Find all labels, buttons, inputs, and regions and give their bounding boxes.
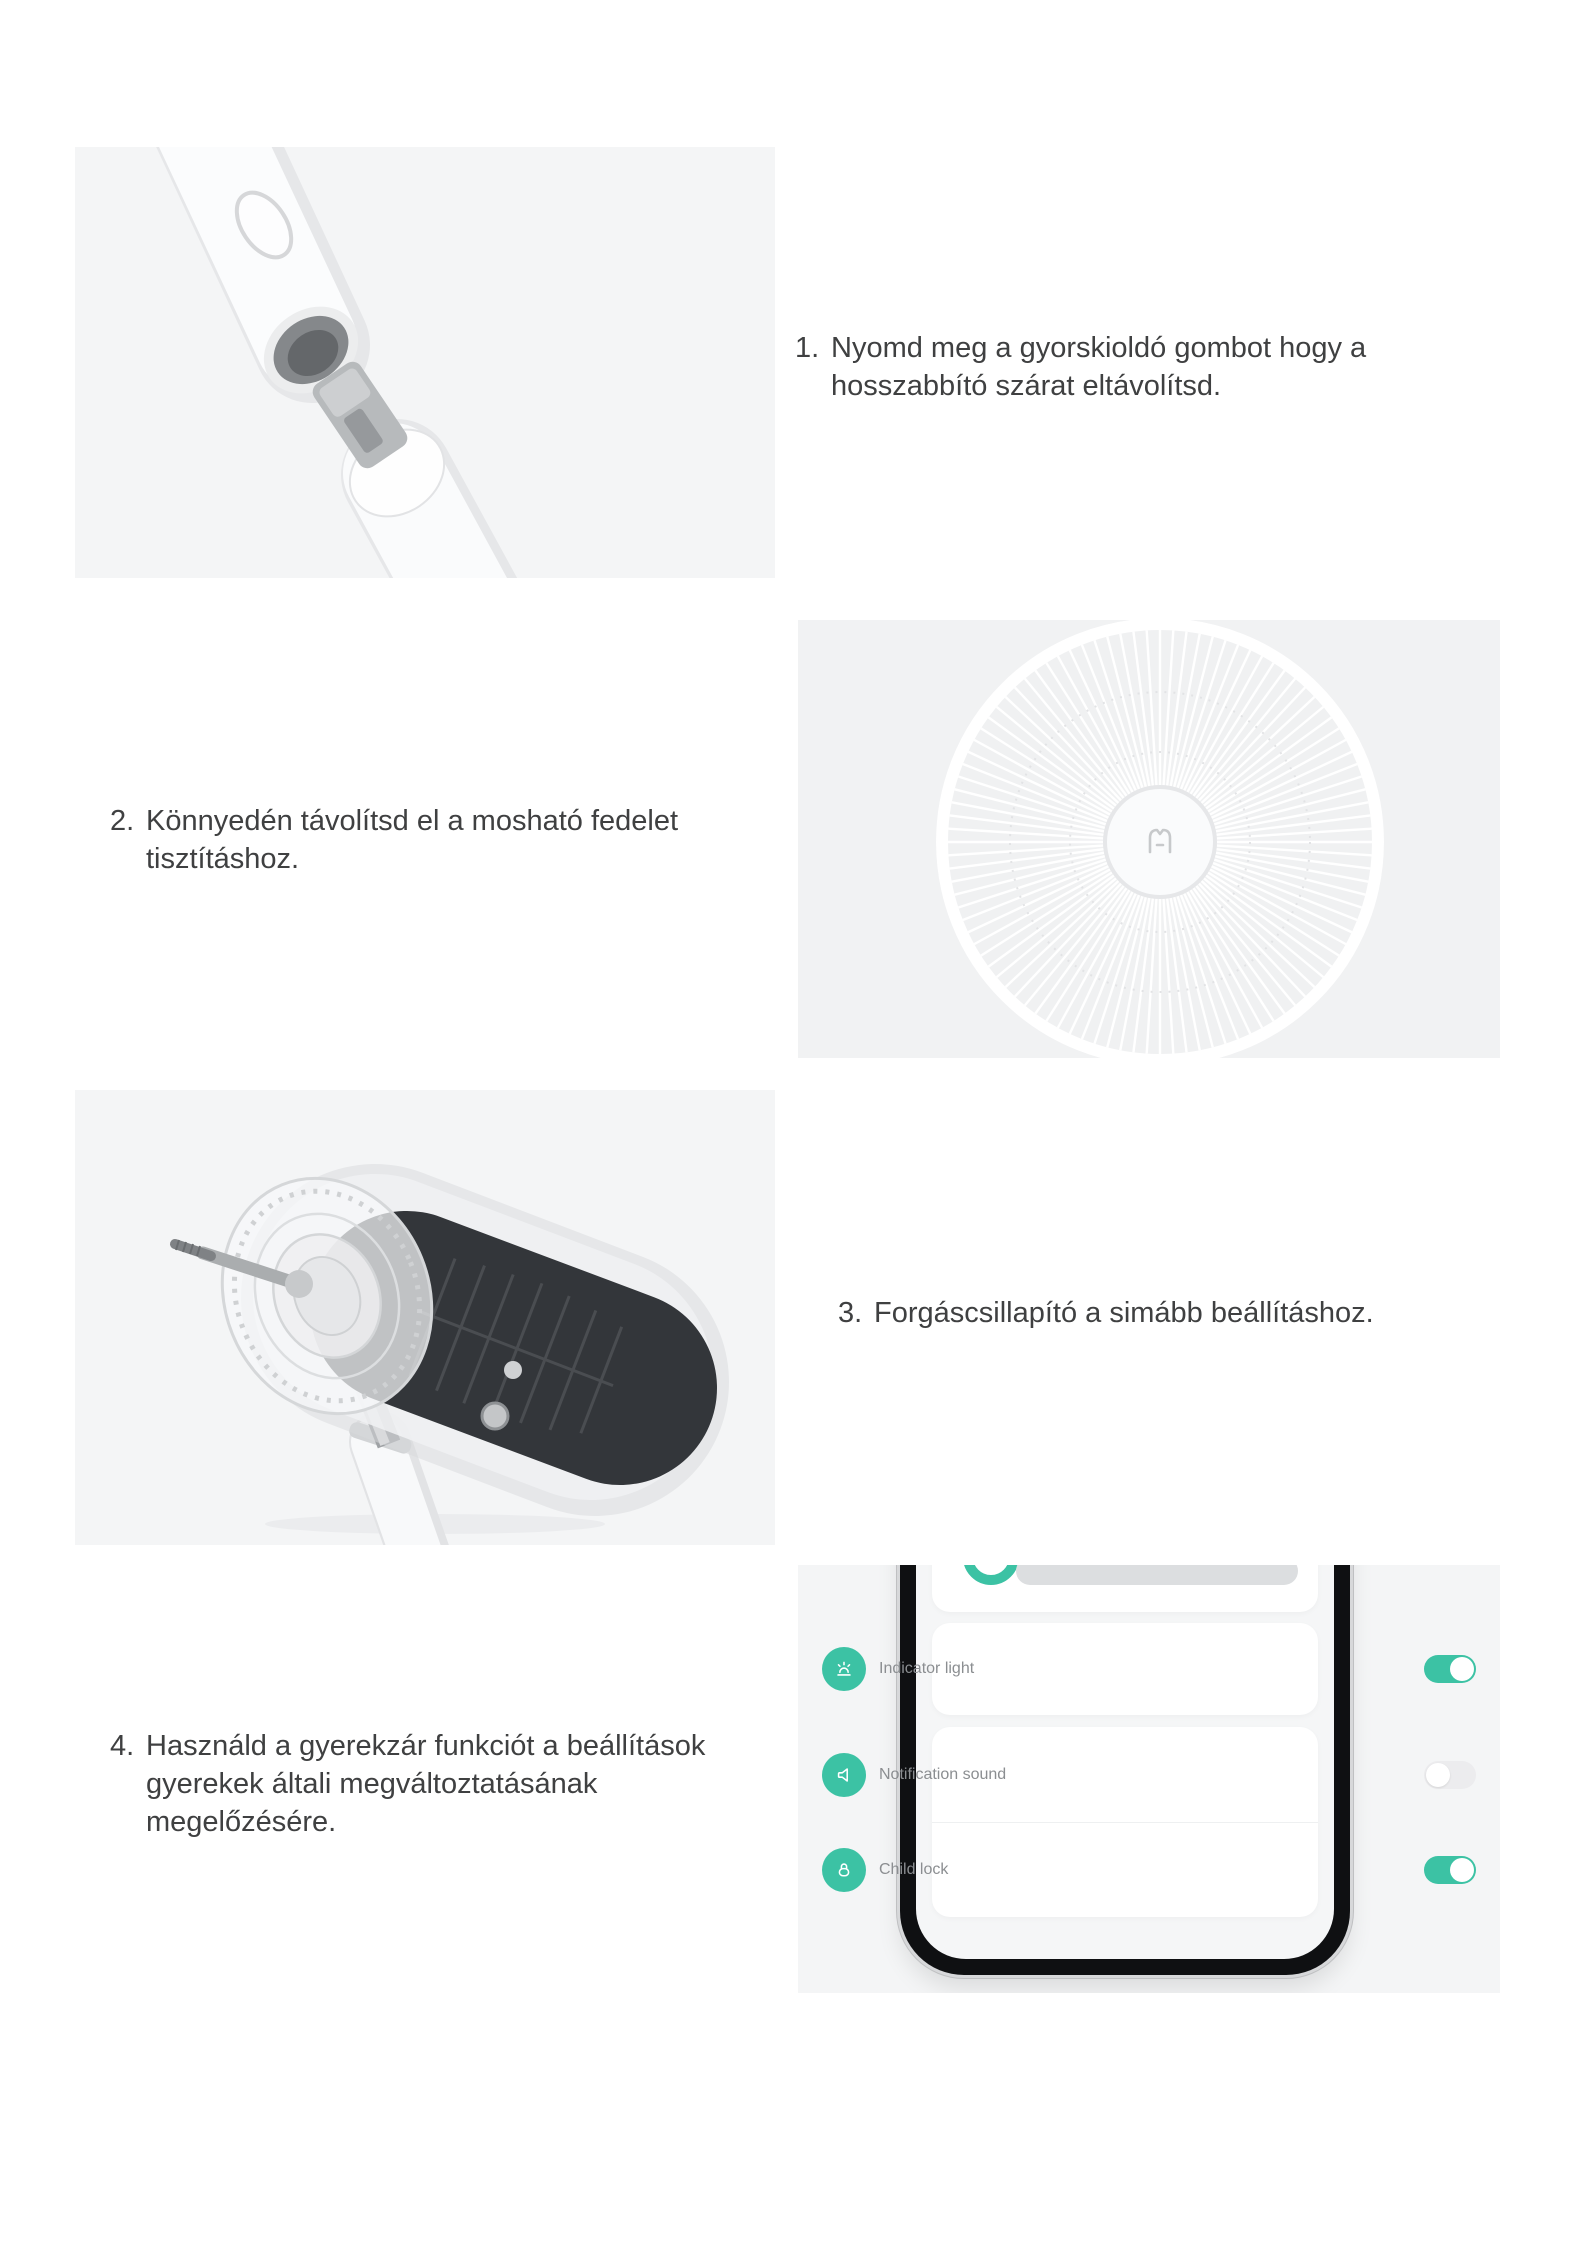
- step-4: [110, 1727, 705, 1841]
- child-lock-toggle[interactable]: [1424, 1856, 1476, 1884]
- step-3-number: 3.: [838, 1297, 863, 1329]
- step-1: [795, 329, 1366, 405]
- notification-sound-icon: [822, 1753, 866, 1797]
- child-lock-icon: [822, 1848, 866, 1892]
- setting-row-indicator-light: [798, 1623, 1500, 1715]
- indicator-light-icon: [822, 1647, 866, 1691]
- motor-illustration: [75, 1090, 775, 1545]
- step-2: [110, 802, 678, 878]
- figure-app-screenshot: [798, 1565, 1500, 1993]
- figure-motor-damper: [75, 1090, 775, 1545]
- pole-illustration: [75, 147, 775, 578]
- step-1-number: 1.: [795, 332, 820, 364]
- toggle-knob: [1450, 1657, 1474, 1681]
- setting-row-child-lock: [798, 1822, 1500, 1917]
- step-2-text: Könnyedén távolítsd el a mosható fedelet tisztításhoz.: [146, 805, 679, 875]
- indicator-light-toggle[interactable]: [1424, 1655, 1476, 1683]
- step-3-text: Forgáscsillapító a simább beállításhoz.: [874, 1297, 1374, 1329]
- toggle-knob: [1450, 1858, 1474, 1882]
- toggle-knob: [1426, 1763, 1450, 1787]
- notification-sound-toggle[interactable]: [1424, 1761, 1476, 1789]
- step-1-text: Nyomd meg a gyorskioldó gombot hogy a hosszabbító szárat eltávolítsd.: [831, 332, 1367, 402]
- slider-track[interactable]: [1016, 1565, 1298, 1585]
- step-3: [838, 1294, 1374, 1332]
- figure-fan-grille: [798, 620, 1500, 1058]
- step-2-number: 2.: [110, 805, 135, 837]
- setting-row-notification-sound: [798, 1727, 1500, 1822]
- setting-label: Child lock: [879, 1860, 949, 1878]
- setting-label: Notification sound: [879, 1765, 1007, 1783]
- grille-illustration: [798, 620, 1500, 1058]
- figure-extension-pole: [75, 147, 775, 578]
- step-4-number: 4.: [110, 1730, 135, 1762]
- setting-label: Indicator light: [879, 1660, 975, 1677]
- step-4-text: Használd a gyerekzár funkciót a beállítások gyerekek általi megváltoztatásának megelőzésére.: [146, 1730, 706, 1838]
